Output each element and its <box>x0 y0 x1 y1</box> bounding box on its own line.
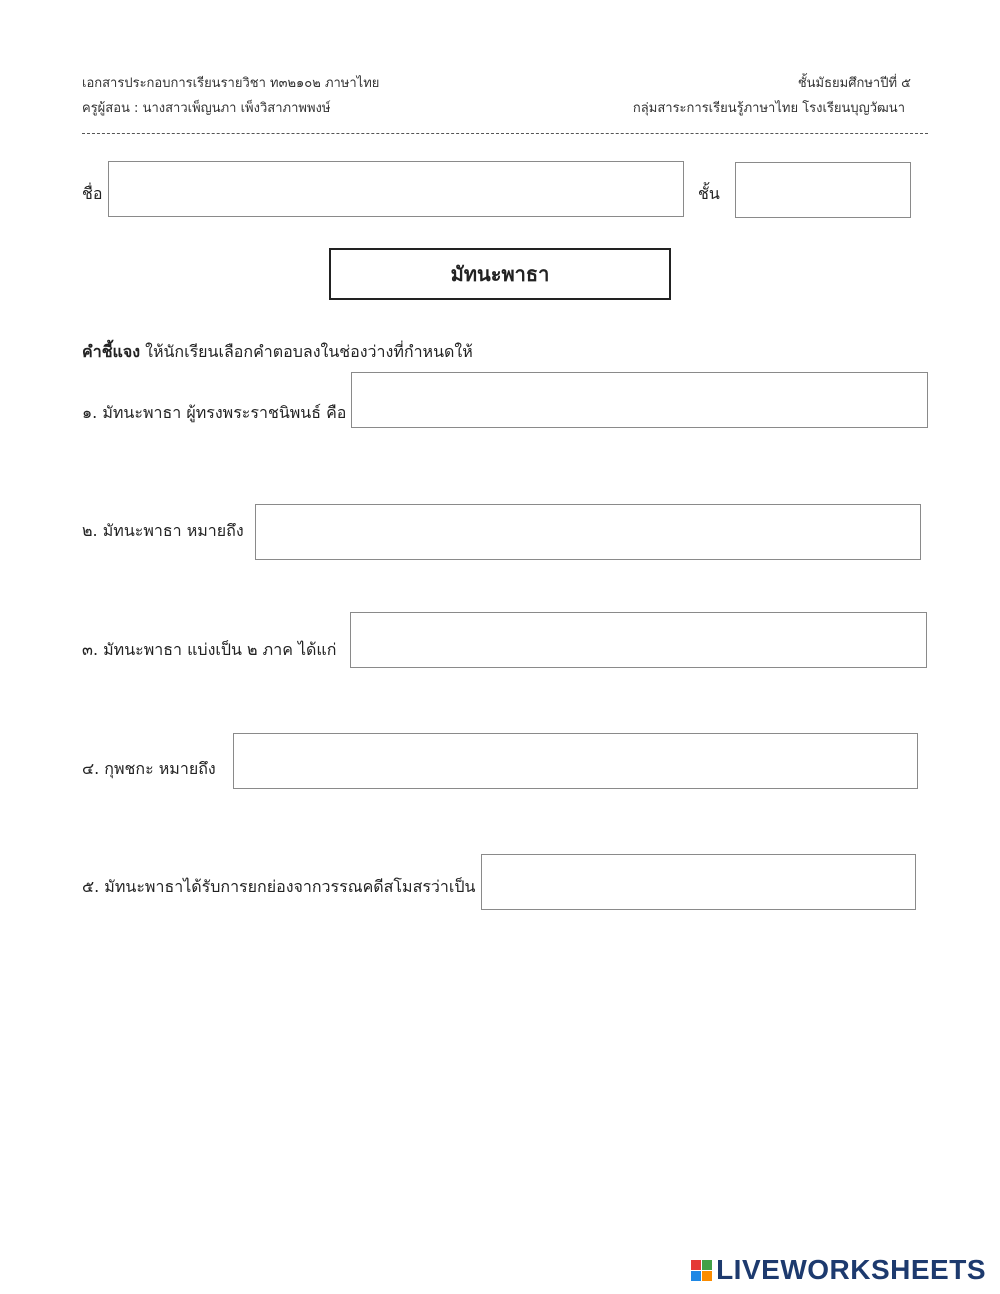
logo-square-e <box>702 1271 712 1281</box>
class-label: ชั้น <box>698 184 720 203</box>
grade-level: ชั้นมัธยมศึกษาปีที่ ๕ <box>797 76 911 91</box>
name-label: ชื่อ <box>82 184 103 203</box>
logo-square-l <box>691 1260 701 1270</box>
question-1-label: ๑. มัทนะพาธา ผู้ทรงพระราชนิพนธ์ คือ <box>82 403 347 422</box>
class-input[interactable] <box>735 162 911 218</box>
instructions-label: คำชี้แจง <box>82 342 141 361</box>
question-5-answer-input[interactable] <box>481 854 916 910</box>
worksheet-title: มัทนะพาธา <box>329 248 671 300</box>
instructions <box>82 340 473 365</box>
liveworksheets-brand[interactable] <box>691 1254 986 1286</box>
question-2-answer-input[interactable] <box>255 504 921 560</box>
logo-square-v <box>691 1271 701 1281</box>
question-4-answer-input[interactable] <box>233 733 918 789</box>
question-3-label: ๓. มัทนะพาธา แบ่งเป็น ๒ ภาค ได้แก่ <box>82 640 337 659</box>
name-input[interactable] <box>108 161 684 217</box>
department-school: กลุ่มสาระการเรียนรู้ภาษาไทย โรงเรียนบุญวัฒนา <box>632 101 905 116</box>
question-2-label: ๒. มัทนะพาธา หมายถึง <box>82 521 244 540</box>
instructions-text: ให้นักเรียนเลือกคำตอบลงในช่องว่างที่กำหนดให้ <box>140 342 473 361</box>
header-divider <box>82 133 928 134</box>
question-4-label: ๔. กุพชกะ หมายถึง <box>82 759 216 778</box>
document-title: เอกสารประกอบการเรียนรายวิชา ท๓๒๑๐๒ ภาษาไทย <box>82 76 380 91</box>
question-3-answer-input[interactable] <box>350 612 927 668</box>
question-5-label: ๕. มัทนะพาธาได้รับการยกย่องจากวรรณคดีสโมสรว่าเป็น <box>82 877 476 896</box>
liveworksheets-logo-icon <box>691 1260 712 1281</box>
question-1-answer-input[interactable] <box>351 372 928 428</box>
teacher-name: ครูผู้สอน : นางสาวเพ็ญนภา เพ็งวิสาภาพพงษ์ <box>82 101 331 116</box>
logo-square-i <box>702 1260 712 1270</box>
liveworksheets-wordmark: LIVEWORKSHEETS <box>716 1254 986 1285</box>
